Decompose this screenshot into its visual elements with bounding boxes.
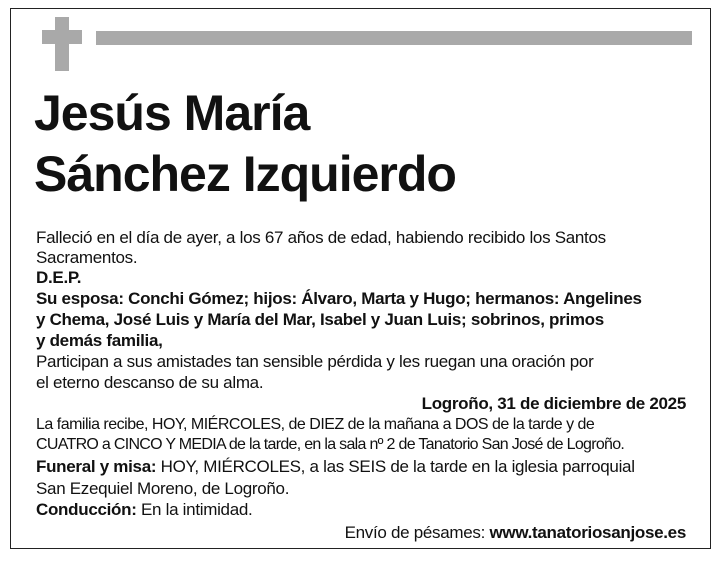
prayer-line: Participan a sus amistades tan sensible pérdida y les ruegan una oración por (36, 352, 594, 371)
funeral-line (36, 457, 635, 477)
family-line: y demás familia, (36, 331, 163, 350)
funeral-text: HOY, MIÉRCOLES, a las SEIS de la tarde en la iglesia parroquial (160, 457, 635, 476)
condolences-line (345, 523, 686, 543)
family-line: y Chema, José Luis y María del Mar, Isabel y Juan Luis; sobrinos, primos (36, 310, 604, 329)
deceased-name-line2: Sánchez Izquierdo (34, 146, 456, 202)
conduccion-label: Conducción: (36, 500, 137, 519)
wake-line: La familia recibe, HOY, MIÉRCOLES, de DIEZ de la mañana a DOS de la tarde y de (36, 416, 595, 433)
death-notice-line: Falleció en el día de ayer, a los 67 años de edad, habiendo recibido los Santos (36, 228, 606, 247)
family-line: Su esposa: Conchi Gómez; hijos: Álvaro, Marta y Hugo; hermanos: Angelines (36, 289, 642, 308)
header-bar (96, 31, 692, 45)
cross-icon (55, 17, 69, 71)
funeral-label: Funeral y misa: (36, 457, 157, 476)
place-date: Logroño, 31 de diciembre de 2025 (421, 394, 686, 413)
condolences-label: Envío de pésames: (344, 523, 486, 542)
conduccion-line (36, 500, 252, 520)
condolences-link[interactable]: www.tanatoriosanjose.es (489, 523, 686, 542)
deceased-name-line1: Jesús María (34, 85, 310, 141)
funeral-line: San Ezequiel Moreno, de Logroño. (36, 479, 290, 498)
death-notice-line: Sacramentos. (36, 248, 138, 267)
cross-icon-arm (42, 30, 82, 44)
dep: D.E.P. (36, 268, 82, 287)
wake-line: CUATRO a CINCO Y MEDIA de la tarde, en la sala nº 2 de Tanatorio San José de Logroño. (36, 436, 625, 453)
prayer-line: el eterno descanso de su alma. (36, 373, 264, 392)
conduccion-text: En la intimidad. (141, 500, 253, 519)
